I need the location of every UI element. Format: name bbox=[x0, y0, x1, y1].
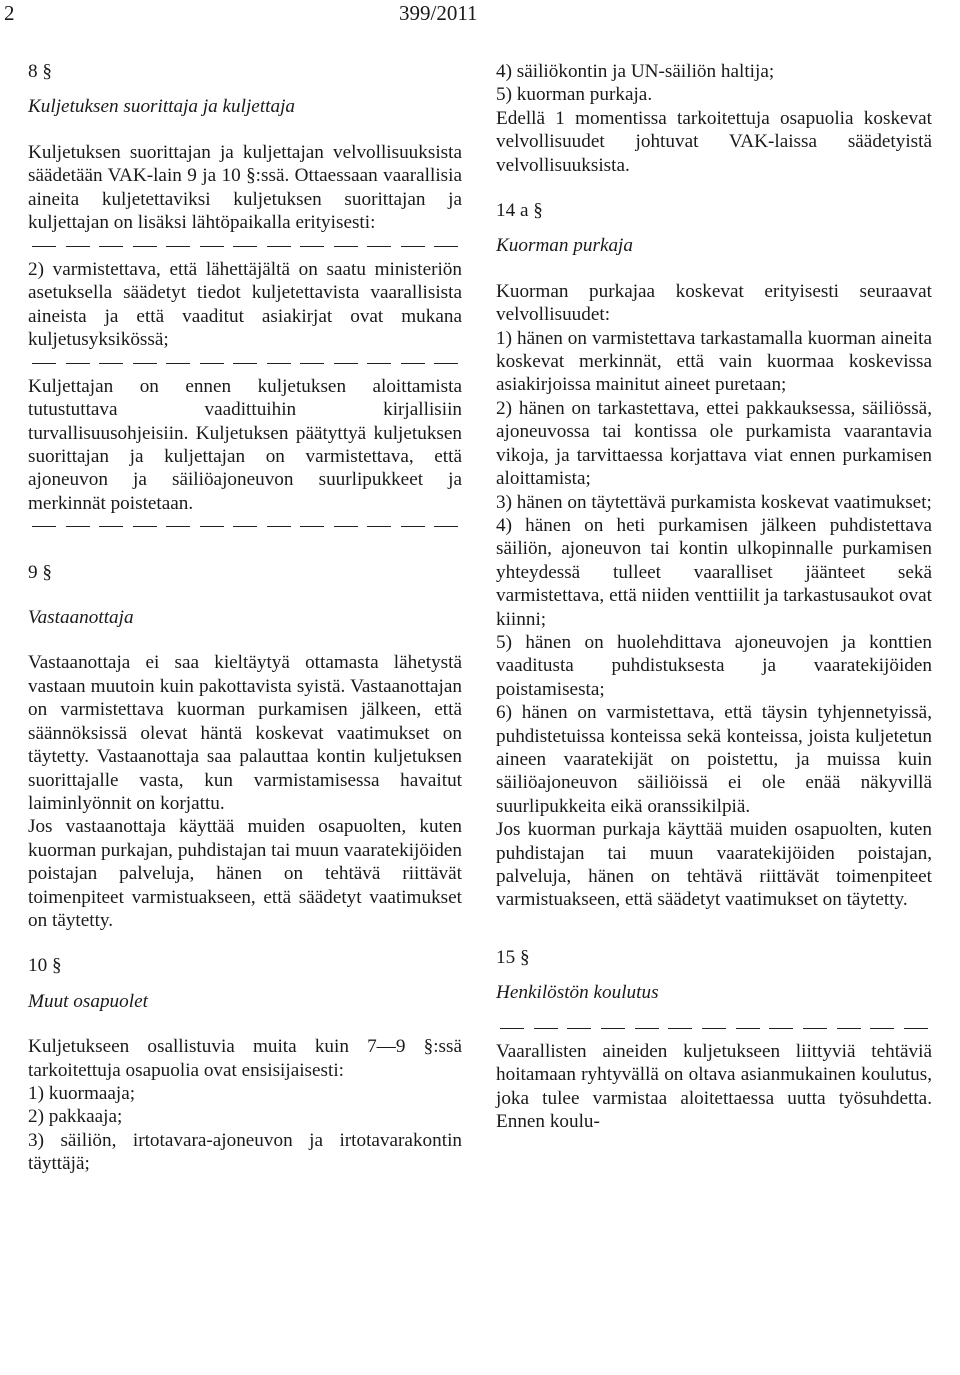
omission-dashes bbox=[496, 1017, 932, 1040]
omission-dashes bbox=[28, 515, 462, 538]
section-14a-item-2: 2) hänen on tarkastettava, ettei pakkauksessa, säiliössä, ajoneuvossa tai kontissa ole purkamista vaarantavia vikoja, ja tarvittaessa korjattava viat ennen purkamisen aloittamista; bbox=[496, 397, 932, 490]
omission-dashes bbox=[28, 351, 462, 374]
section-9-heading: 9 § bbox=[28, 561, 52, 583]
page-number: 2 bbox=[4, 1, 15, 25]
page-header bbox=[0, 0, 960, 26]
omission-dashes bbox=[28, 234, 462, 257]
section-15-heading: 15 § bbox=[496, 946, 530, 968]
section-14a-item-4: 4) hänen on heti purkamisen jälkeen puhdistettava säiliön, ajoneuvon tai kontin ulkopinnalle purkamisen yhteydessä tulleet vaaralliset jäänteet sekä varmistettava, että niiden venttiilit ja tarkastusaukot ovat kiinni; bbox=[496, 514, 932, 630]
section-10-paragraph-2: Edellä 1 momentissa tarkoitettuja osapuolia koskevat velvollisuudet johtuvat VAK-laissa säädetyistä velvollisuuksista. bbox=[496, 107, 932, 176]
section-8-title: Kuljetuksen suorittaja ja kuljettaja bbox=[28, 96, 296, 118]
section-14a-item-5: 5) hänen on huolehdittava ajoneuvojen ja konttien vaaditusta puhdistuksesta ja vaaratekijöiden poistamisesta; bbox=[496, 631, 932, 700]
section-14a-item-1: 1) hänen on varmistettava tarkastamalla kuorman aineita koskevat merkinnät, että vain kuormaa koskevissa asiakirjoissa mainitut aineet puretaan; bbox=[496, 327, 932, 396]
right-column bbox=[496, 60, 932, 1134]
section-10-item-5: 5) kuorman purkaja. bbox=[496, 84, 653, 106]
section-10-heading: 10 § bbox=[28, 955, 62, 977]
section-14a-heading: 14 a § bbox=[496, 200, 543, 222]
section-14a-title: Kuorman purkaja bbox=[496, 235, 633, 257]
section-10-item-4: 4) säiliökontin ja UN-säiliön haltija; bbox=[496, 61, 775, 82]
section-14a-paragraph-1: Kuorman purkajaa koskevat erityisesti seuraavat velvollisuudet: bbox=[496, 280, 932, 326]
section-14a-paragraph-2: Jos kuorman purkaja käyttää muiden osapuolten, kuten puhdistajan tai muun vaaratekijöiden poistajan, palveluja, hänen on tehtävä riittävät toimenpiteet varmistuakseen, että säädetyt vaatimukset on täytetty. bbox=[496, 819, 932, 911]
section-15-title: Henkilöstön koulutus bbox=[496, 982, 659, 1004]
section-8-paragraph-1: Kuljetuksen suorittajan ja kuljettajan velvollisuuksista säädetään VAK-lain 9 ja 10 §:ssä. Ottaessaan vaarallisia aineita kuljetettaviksi kuljetuksen suorittajan ja kuljettajan on lisäksi lähtöpaikalla erityisesti: bbox=[28, 141, 462, 234]
section-8-heading: 8 § bbox=[28, 61, 52, 82]
section-14a-item-6: 6) hänen on varmistettava, että täysin tyhjennetyissä, puhdistetuissa konteissa sekä konteissa, joista kuljetetun aineen vaaratekijät on poistettu, ja muissa kuin säiliöajoneuvon säiliöissä ei ole enää näkyvillä suurlipukkeita eikä oranssikilpiä. bbox=[496, 702, 932, 817]
section-9-title: Vastaanottaja bbox=[28, 607, 134, 629]
section-9-paragraph-1: Vastaanottaja ei saa kieltäytyä ottamasta lähetystä vastaan muutoin kuin pakottavista syistä. Vastaanottajan on varmistettava kuorman purkamisen jälkeen, että säännöksissä olevat häntä koskevat vaatimukset on täytetty. Vastaanottaja saa palauttaa kontin kuljetuksen suorittajalle vasta, kun varmistamisessa havaitut laiminlyönnit on korjattu. bbox=[28, 652, 462, 814]
section-14a-item-3: 3) hänen on täytettävä purkamista koskevat vaatimukset; bbox=[496, 491, 932, 513]
section-10-item-3: 3) säiliön, irtotavara-ajoneuvon ja irtotavarakontin täyttäjä; bbox=[28, 1129, 462, 1175]
issue-number: 399/2011 bbox=[399, 1, 478, 25]
section-10-item-1: 1) kuormaaja; bbox=[28, 1082, 136, 1104]
section-10-title: Muut osapuolet bbox=[28, 990, 148, 1012]
section-10-item-2: 2) pakkaaja; bbox=[28, 1106, 123, 1128]
section-10-paragraph-1: Kuljetukseen osallistuvia muita kuin 7—9 §:ssä tarkoitettuja osapuolia ovat ensisijaisesti: bbox=[28, 1036, 462, 1081]
section-8-paragraph-2: Kuljettajan on ennen kuljetuksen aloittamista tutustuttava vaadittuihin kirjallisiin turvallisuusohjeisiin. Kuljetuksen päätyttyä kuljetuksen suorittajan ja kuljettajan on varmistettava, että ajoneuvon ja säiliöajoneuvon suurlipukkeet ja merkinnät poistetaan. bbox=[28, 375, 462, 514]
section-9-paragraph-2: Jos vastaanottaja käyttää muiden osapuolten, kuten kuorman purkajan, puhdistajan tai muun vaaratekijöiden poistajan palveluja, hänen on tehtävä riittävät toimenpiteet varmistuakseen, että säädetyt vaatimukset on täytetty. bbox=[28, 816, 462, 931]
section-8-item-2: 2) varmistettava, että lähettäjältä on saatu ministeriön asetuksella säädetyt tiedot kuljetettavista vaarallisista aineista ja että vaaditut asiakirjat ovat mukana kuljetusyksikössä; bbox=[28, 258, 462, 351]
section-15-paragraph-1: Vaarallisten aineiden kuljetukseen liittyviä tehtäviä hoitamaan ryhtyvällä on oltava asianmukainen koulutus, joka tulee varmistaa aloitettaessa uutta työsuhdetta. Ennen koulu- bbox=[496, 1041, 932, 1133]
left-column bbox=[28, 60, 462, 1176]
